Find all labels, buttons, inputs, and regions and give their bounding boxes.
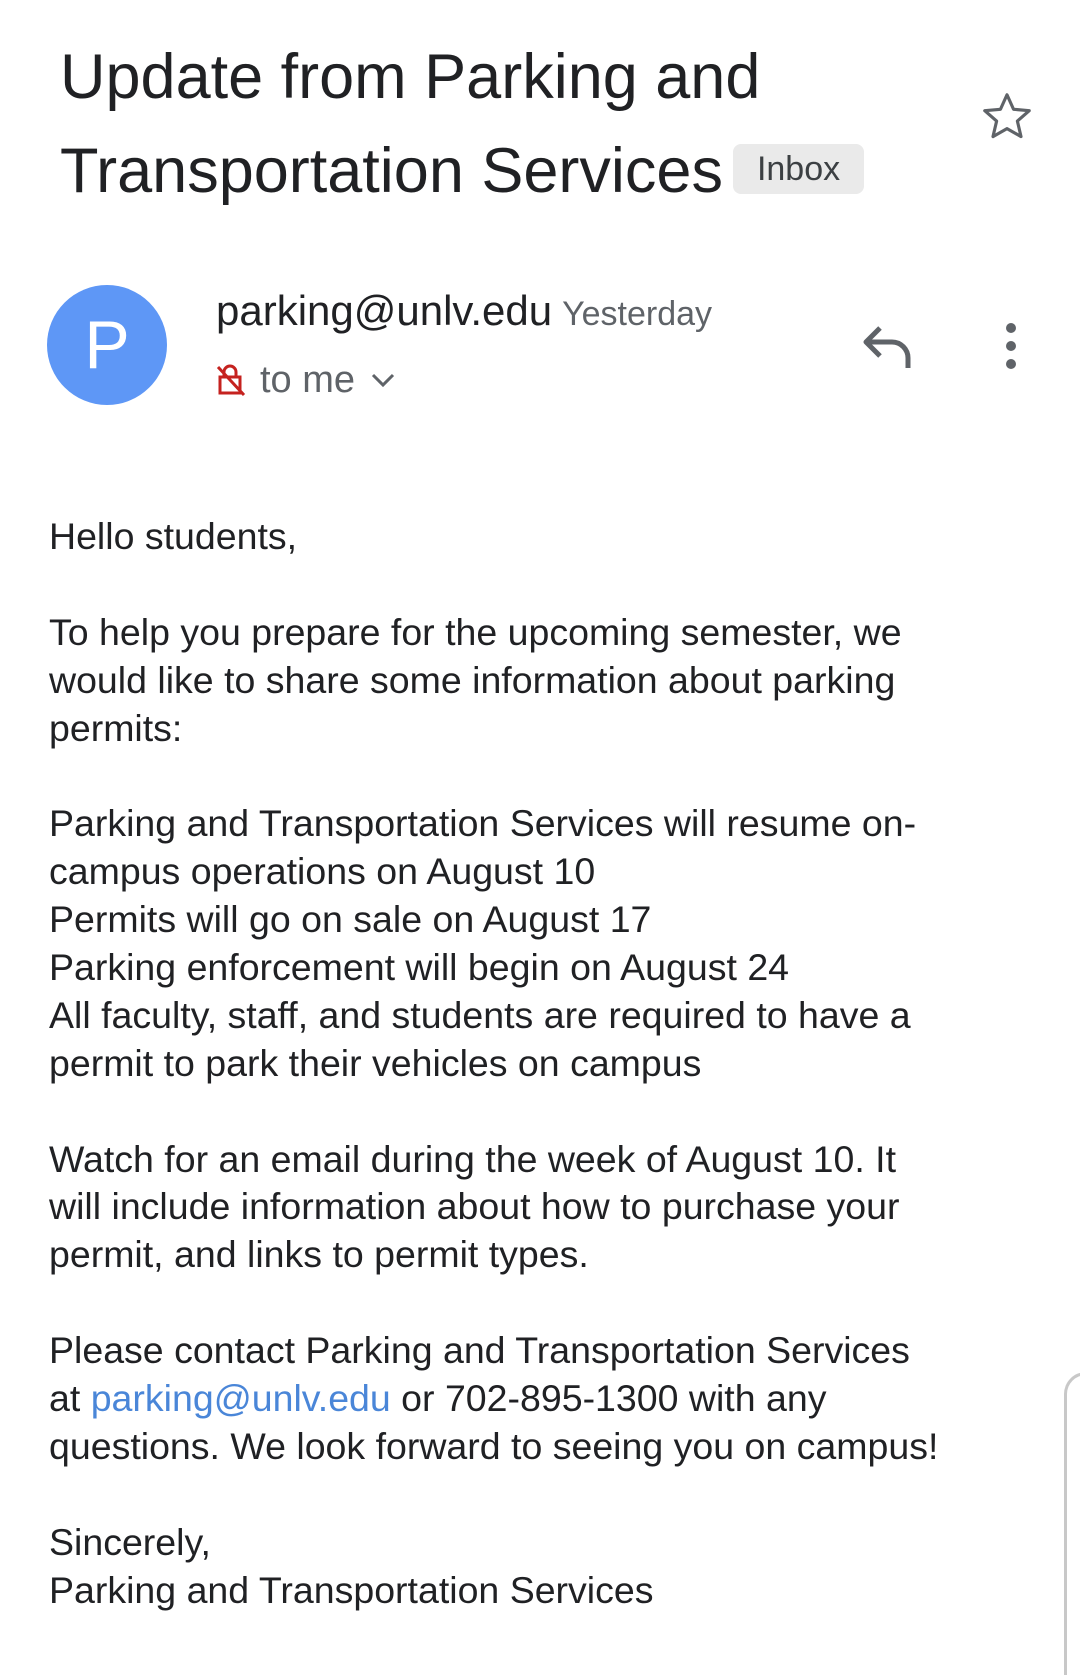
external-lock-icon [216,363,246,397]
contact-line [49,1375,938,1423]
recipient-text: to me [260,359,356,401]
body-line: Parking and Transportation Services [49,1568,654,1611]
body-line: All faculty, staff, and students are required to have a [49,993,911,1036]
received-time: Yesterday [562,295,713,333]
more-options-icon[interactable] [995,318,1027,374]
contact-suffix: or 702-895-1300 with any [390,1377,827,1420]
body-line: Parking enforcement will begin on August 24 [49,946,790,989]
body-line [49,1471,938,1519]
body-line: Please contact Parking and Transportation Services [49,1329,910,1372]
body-line: questions. We look forward to seeing you on campus! [49,1424,939,1467]
body-line: permit to park their vehicles on campus [49,1041,702,1084]
body-line: Watch for an email during the week of August 10. It [49,1137,896,1180]
body-line: Hello students, [49,515,298,557]
body-line [49,561,938,609]
star-icon[interactable] [978,88,1036,146]
scrollbar[interactable] [1064,1372,1080,1675]
sender-line [216,286,712,339]
email-subject [60,30,920,218]
body-line: permit, and links to permit types. [49,1233,589,1276]
sender-avatar[interactable]: P [47,285,167,405]
chevron-down-icon [369,370,397,390]
body-line: permits: [49,706,183,749]
body-line: would like to share some information about parking [49,658,896,701]
body-line [49,1279,938,1327]
contact-prefix: at [49,1377,91,1420]
body-line: Permits will go on sale on August 17 [49,898,652,941]
contact-email-link[interactable]: parking@unlv.edu [90,1377,391,1420]
body-line: will include information about how to purchase your [49,1185,900,1228]
body-line [49,1088,938,1136]
body-line: campus operations on August 10 [49,850,596,893]
sender-email[interactable]: parking@unlv.edu [216,287,553,334]
reply-icon[interactable] [858,318,918,374]
body-line: To help you prepare for the upcoming semester, we [49,610,902,653]
subject-text: Update from Parking and Transportation Services [60,42,761,206]
body-line: Sincerely, [49,1520,211,1563]
body-line: Parking and Transportation Services will resume on- [49,802,917,845]
email-body [49,513,938,1614]
body-line [49,752,938,800]
inbox-label-badge[interactable]: Inbox [733,144,864,194]
recipient-details-toggle[interactable] [216,356,397,404]
